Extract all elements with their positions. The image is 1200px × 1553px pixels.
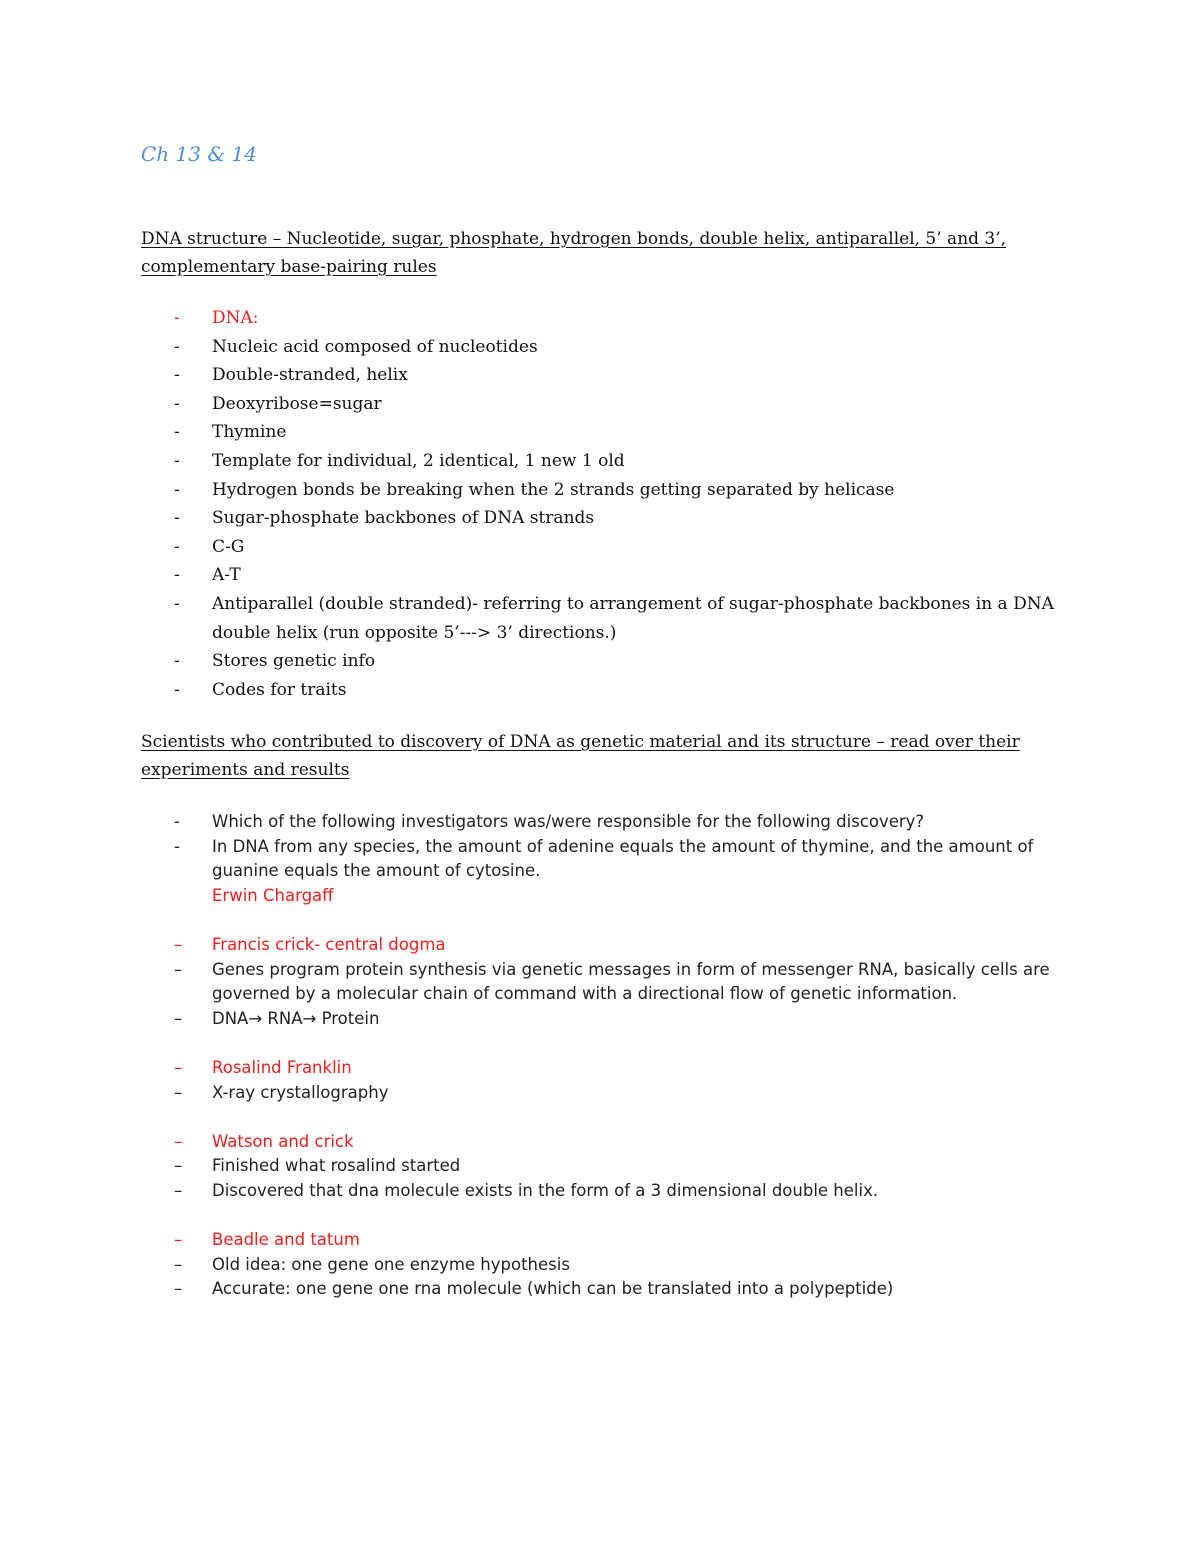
bullet-dash: – bbox=[174, 934, 183, 954]
list-item bbox=[141, 1253, 1061, 1278]
list-item-text: Finished what rosalind started bbox=[212, 1156, 461, 1176]
spacer bbox=[141, 908, 1061, 933]
list-item bbox=[141, 361, 1061, 390]
list-item bbox=[141, 304, 1061, 333]
list-item bbox=[141, 1130, 1061, 1155]
list-item bbox=[141, 1228, 1061, 1253]
dna-facts-list bbox=[141, 304, 1061, 704]
bullet-dash: – bbox=[174, 1254, 183, 1274]
bullet-dash: - bbox=[174, 536, 180, 557]
list-item bbox=[141, 1056, 1061, 1081]
list-item bbox=[141, 676, 1061, 705]
bullet-dash: - bbox=[174, 565, 180, 586]
list-item bbox=[141, 1154, 1061, 1179]
bullet-dash: - bbox=[174, 836, 180, 856]
list-item-text: Hydrogen bonds be breaking when the 2 strands getting separated by helicase bbox=[212, 479, 895, 500]
bullet-dash: - bbox=[174, 651, 180, 672]
list-item bbox=[141, 561, 1061, 590]
bullet-dash: - bbox=[174, 308, 180, 328]
list-item-text: Nucleic acid composed of nucleotides bbox=[212, 336, 538, 357]
bullet-dash: - bbox=[174, 593, 180, 614]
list-item bbox=[141, 590, 1061, 647]
spacer bbox=[141, 1204, 1061, 1229]
bullet-dash: – bbox=[174, 1057, 183, 1077]
bullet-dash: - bbox=[174, 422, 180, 443]
list-item-text: Rosalind Franklin bbox=[212, 1057, 352, 1077]
list-item-text: X-ray crystallography bbox=[212, 1082, 389, 1102]
list-item-text: Codes for traits bbox=[212, 679, 347, 700]
list-item bbox=[141, 1277, 1061, 1302]
spacer bbox=[141, 1105, 1061, 1130]
list-item bbox=[141, 1179, 1061, 1204]
bullet-dash: – bbox=[174, 1230, 183, 1250]
list-item bbox=[141, 958, 1061, 1007]
list-item-text: A-T bbox=[212, 565, 241, 586]
bullet-dash: – bbox=[174, 1131, 183, 1151]
bullet-dash: - bbox=[174, 450, 180, 471]
bullet-dash: – bbox=[174, 1156, 183, 1176]
list-item-text: DNA→ RNA→ Protein bbox=[212, 1008, 380, 1028]
list-item bbox=[141, 333, 1061, 362]
list-item-text: DNA: bbox=[212, 308, 259, 328]
list-item bbox=[141, 933, 1061, 958]
list-item bbox=[141, 647, 1061, 676]
bullet-dash: - bbox=[174, 393, 180, 414]
bullet-dash: - bbox=[174, 479, 180, 500]
bullet-dash: - bbox=[174, 336, 180, 357]
bullet-dash: – bbox=[174, 1082, 183, 1102]
list-item bbox=[141, 418, 1061, 447]
bullet-dash: – bbox=[174, 1279, 183, 1299]
list-item-text: Genes program protein synthesis via genetic messages in form of messenger RNA, basically cells are governed by a molecular chain of command with a directional flow of genetic information. bbox=[212, 959, 1050, 1004]
list-item-text: Antiparallel (double stranded)- referring to arrangement of sugar-phosphate backbones in a DNA double helix (run opposite 5’---> 3’ directions.) bbox=[212, 593, 1054, 643]
list-item-text: Thymine bbox=[212, 422, 287, 443]
list-item-text: Watson and crick bbox=[212, 1131, 354, 1151]
list-item bbox=[141, 1007, 1061, 1032]
document-title: Ch 13 & 14 bbox=[141, 142, 257, 166]
section-heading-scientists: Scientists who contributed to discovery of DNA as genetic material and its structure – read over their experiments and results bbox=[141, 732, 1020, 780]
list-item-text: Sugar-phosphate backbones of DNA strands bbox=[212, 508, 595, 529]
bullet-dash: - bbox=[174, 812, 180, 831]
list-item bbox=[141, 810, 1061, 835]
list-item-text: Discovered that dna molecule exists in the form of a 3 dimensional double helix. bbox=[212, 1180, 879, 1200]
list-item bbox=[141, 390, 1061, 419]
list-item-text: Beadle and tatum bbox=[212, 1230, 360, 1250]
list-item-text: Old idea: one gene one enzyme hypothesis bbox=[212, 1254, 570, 1274]
list-item-text: Francis crick- central dogma bbox=[212, 934, 446, 954]
section-heading-dna-structure: DNA structure – Nucleotide, sugar, phosphate, hydrogen bonds, double helix, antiparallel, 5’ and 3’, complementary base-pairing rules bbox=[141, 229, 1007, 277]
list-item bbox=[141, 835, 1061, 909]
answer-text: Erwin Chargaff bbox=[212, 885, 334, 905]
list-item bbox=[141, 1081, 1061, 1106]
list-item-text: Accurate: one gene one rna molecule (which can be translated into a polypeptide) bbox=[212, 1279, 894, 1299]
list-item-text: Deoxyribose=sugar bbox=[212, 393, 382, 414]
list-item bbox=[141, 447, 1061, 476]
bullet-dash: – bbox=[174, 1008, 183, 1028]
list-item-text: C-G bbox=[212, 536, 245, 557]
list-item bbox=[141, 504, 1061, 533]
list-item bbox=[141, 476, 1061, 505]
spacer bbox=[141, 1031, 1061, 1056]
scientists-list bbox=[141, 810, 1061, 1302]
bullet-dash: – bbox=[174, 1180, 183, 1200]
bullet-dash: - bbox=[174, 679, 180, 700]
list-item bbox=[141, 533, 1061, 562]
bullet-dash: – bbox=[174, 959, 183, 979]
list-item-text: Template for individual, 2 identical, 1 new 1 old bbox=[212, 450, 625, 471]
list-item-text: In DNA from any species, the amount of adenine equals the amount of thymine, and the amount of guanine equals the amount of cytosine. bbox=[212, 836, 1034, 881]
list-item-text: Double-stranded, helix bbox=[212, 365, 408, 386]
list-item-text: Stores genetic info bbox=[212, 651, 376, 672]
bullet-dash: - bbox=[174, 365, 180, 386]
bullet-dash: - bbox=[174, 508, 180, 529]
list-item-text: Which of the following investigators was/were responsible for the following discovery? bbox=[212, 812, 925, 831]
